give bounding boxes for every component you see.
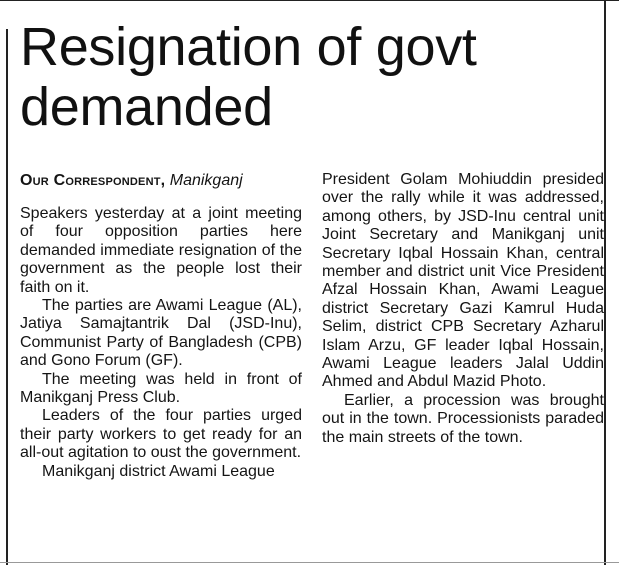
byline-author: Our Correspondent, bbox=[20, 172, 166, 189]
bottom-rule bbox=[0, 562, 619, 563]
byline bbox=[20, 171, 302, 191]
article-column-left bbox=[20, 171, 302, 481]
headline: Resignation of govt demanded bbox=[20, 17, 477, 137]
paragraph-2: The parties are Awami League (AL), Jatiya Samajtantrik Dal (JSD-Inu), Communist Party of Bangladesh (CPB) and Gono Forum (GF). bbox=[20, 297, 302, 370]
left-column-rule bbox=[6, 29, 8, 565]
paragraph-1: Speakers yesterday at a joint meeting of four opposition parties here demanded immediate resignation of the government as the people lost their faith on it. bbox=[20, 205, 302, 296]
article-column-right bbox=[322, 171, 604, 447]
paragraph-5: Manikganj district Awami League bbox=[42, 462, 275, 480]
paragraph-4: Leaders of the four parties urged their party workers to get ready for an all-out agitation to oust the government. bbox=[20, 407, 302, 462]
byline-place: Manikganj bbox=[169, 172, 243, 189]
paragraph-6: President Golam Mohiuddin presided over the rally while it was addressed, among others, by JSD-Inu central unit Joint Secretary and Manikganj unit Secretary Iqbal Hossain Khan, central member and district unit Vice President Afzal Hossain Khan, Awami League district Secretary Gazi Kamrul Huda Selim, district CPB Secretary Azharul Islam Arzu, GF leader Iqbal Hossain, Awami League leaders Jalal Uddin Ahmed and Abdul Mazid Photo. bbox=[322, 171, 604, 391]
paragraph-3: The meeting was held in front of Manikganj Press Club. bbox=[20, 370, 302, 407]
paragraph-7: Earlier, a procession was brought out in the town. Processionists paraded the main streets of the town. bbox=[322, 391, 604, 446]
right-border-rule bbox=[604, 1, 606, 565]
